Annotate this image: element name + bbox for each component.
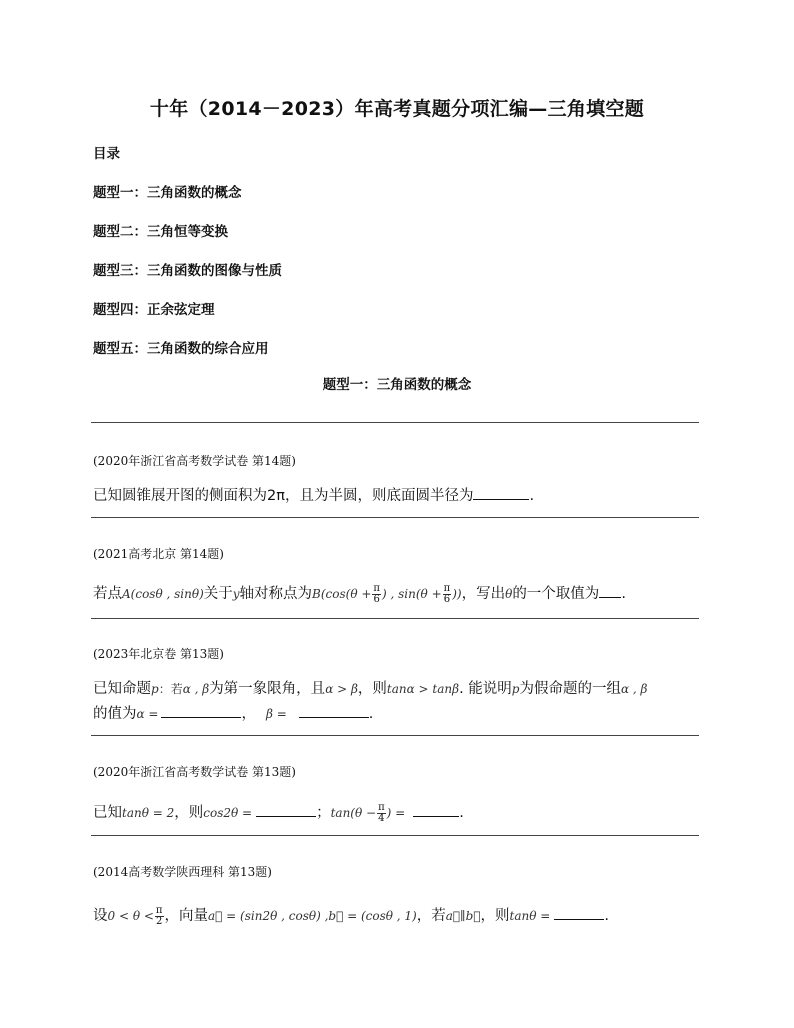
text: 已知命题 <box>93 681 151 697</box>
text: . <box>459 805 464 821</box>
math-expr: tanθ = <box>509 909 551 923</box>
question-source: (2020年浙江省高考数学试卷 第14题) <box>93 454 296 468</box>
question-text <box>93 677 647 698</box>
text: 已知 <box>93 805 122 821</box>
numerator: π <box>378 801 385 813</box>
denominator: 6 <box>443 593 451 605</box>
math-expr: cos2θ = <box>203 806 253 820</box>
toc-item[interactable]: 题型一：三角函数的概念 <box>93 185 242 201</box>
math-expr: )) <box>452 587 462 601</box>
text: 已知圆锥展开图的侧面积为2π，且为半圆，则底面圆半径为 <box>93 488 474 504</box>
answer-blank[interactable] <box>473 485 529 500</box>
question-source: (2020年浙江省高考数学试卷 第13题) <box>93 765 296 779</box>
text: . <box>604 908 609 924</box>
divider <box>91 422 699 423</box>
math-expr: tanα > tanβ <box>386 682 460 696</box>
divider <box>91 618 699 619</box>
answer-blank[interactable] <box>161 703 241 718</box>
math-expr: p <box>151 682 159 696</box>
text: 的一个取值为 <box>512 586 600 602</box>
math-expr: y <box>232 587 240 601</box>
divider <box>91 517 699 518</box>
math-expr: p <box>511 682 520 696</box>
question-source: (2023年北京卷 第13题) <box>93 647 224 661</box>
math-expr: ) = <box>386 806 406 820</box>
math-expr: A(cosθ , sinθ) <box>122 587 204 601</box>
math-expr: α > β <box>325 682 358 696</box>
math-expr: α , β <box>182 682 210 696</box>
toc-item[interactable]: 题型五：三角函数的综合应用 <box>93 341 269 357</box>
toc-item[interactable]: 题型二：三角恒等变换 <box>93 224 228 240</box>
math-expr: ) , sin(θ + <box>382 587 442 601</box>
text: ； <box>316 805 331 821</box>
math-expr: 0 < θ < <box>107 909 154 923</box>
text: 关于 <box>203 586 233 602</box>
answer-blank[interactable] <box>256 802 316 817</box>
toc-item[interactable]: 题型四：正余弦定理 <box>93 302 215 318</box>
answer-blank[interactable] <box>554 905 604 920</box>
text: . <box>368 706 374 722</box>
text: ，向量 <box>164 908 208 924</box>
text: 为假命题的一组 <box>519 681 621 697</box>
text: ，则 <box>174 805 204 821</box>
divider <box>91 735 699 736</box>
text: ，若 <box>416 908 446 924</box>
toc-item[interactable]: 题型三：三角函数的图像与性质 <box>93 263 282 279</box>
numerator: π <box>373 582 380 594</box>
divider <box>91 835 699 836</box>
section-heading: 题型一：三角函数的概念 <box>322 377 472 393</box>
question-text <box>93 801 464 824</box>
math-expr: tan(θ − <box>330 806 377 820</box>
math-expr: tanθ = 2 <box>122 806 175 820</box>
text: . <box>621 586 626 602</box>
text: ， <box>241 706 256 722</box>
math-expr: θ <box>505 587 513 601</box>
text: ，则 <box>480 908 510 924</box>
text: 为第一象限角，且 <box>209 681 326 697</box>
fraction <box>377 803 386 824</box>
question-text <box>93 582 626 605</box>
math-expr: α = <box>136 707 159 721</box>
text: 的值为 <box>93 706 137 722</box>
question-source: (2014高考数学陕西理科 第13题) <box>93 865 272 879</box>
text: ，写出 <box>461 586 506 602</box>
text: . 能说明 <box>459 681 512 697</box>
question-text <box>93 702 373 723</box>
question-text <box>93 904 609 927</box>
fraction <box>372 584 381 605</box>
denominator: 6 <box>373 593 380 605</box>
math-expr: α , β <box>620 682 648 696</box>
math-expr: ：若 <box>158 682 183 696</box>
denominator: 4 <box>378 812 385 824</box>
text: . <box>529 488 535 504</box>
answer-blank[interactable] <box>413 802 459 817</box>
answer-blank[interactable] <box>299 703 369 718</box>
math-expr: β = <box>265 707 287 721</box>
math-expr: B(cos(θ + <box>312 587 372 601</box>
question-text <box>93 484 534 505</box>
toc-heading: 目录 <box>93 146 120 162</box>
fraction <box>155 906 164 927</box>
math-expr: a⃗∥b⃗ <box>445 909 481 923</box>
math-expr: b⃗ = (cosθ , 1) <box>328 909 417 923</box>
text: ，则 <box>357 681 387 697</box>
answer-blank[interactable] <box>599 583 621 598</box>
denominator: 2 <box>156 915 163 927</box>
fraction <box>443 584 452 605</box>
question-source: (2021高考北京 第14题) <box>93 547 224 561</box>
text: 若点 <box>93 586 122 602</box>
text: 轴对称点为 <box>239 586 313 602</box>
numerator: π <box>155 904 163 916</box>
text: 设 <box>93 908 108 924</box>
numerator: π <box>443 582 451 594</box>
page-title: 十年（2014－2023）年高考真题分项汇编—三角填空题 <box>149 98 645 120</box>
math-expr: a⃗ = (sin2θ , cosθ) , <box>208 909 329 923</box>
